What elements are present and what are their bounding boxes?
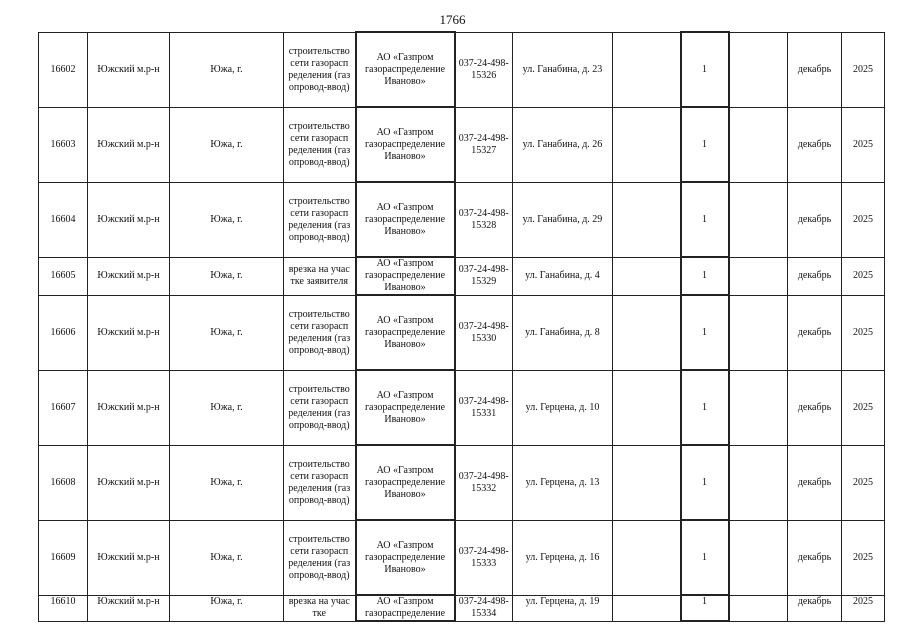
month-cell: декабрь — [788, 295, 842, 370]
work-type-cell: строительство сети газораспределения (газопровод-ввод) — [284, 32, 356, 107]
work-type-cell: строительство сети газораспределения (газопровод-ввод) — [284, 370, 356, 445]
year-cell: 2025 — [842, 370, 885, 445]
address-cell: ул. Герцена, д. 10 — [513, 370, 613, 445]
empty-cell — [613, 182, 681, 257]
table-row — [39, 445, 885, 520]
month-cell: декабрь — [788, 32, 842, 107]
district-cell: Южский м.р-н — [88, 257, 170, 295]
district-cell: Южский м.р-н — [88, 32, 170, 107]
month-cell: декабрь — [788, 182, 842, 257]
page-number: 1766 — [439, 12, 466, 27]
empty-cell — [613, 520, 681, 595]
work-type-cell: строительство сети газораспределения (газопровод-ввод) — [284, 182, 356, 257]
application-code-cell: 037-24-498-15333 — [455, 520, 513, 595]
work-type-cell: строительство сети газораспределения (газопровод-ввод) — [284, 445, 356, 520]
city-cell: Южа, г. — [170, 370, 284, 445]
empty-cell — [729, 445, 788, 520]
work-type-cell: строительство сети газораспределения (газопровод-ввод) — [284, 107, 356, 182]
organization-cell: АО «Газпром газораспределение Иваново» — [356, 107, 455, 182]
quantity-cell: 1 — [681, 295, 729, 370]
gas-connection-table — [38, 31, 885, 622]
quantity-cell: 1 — [681, 370, 729, 445]
month-cell: декабрь — [788, 445, 842, 520]
row-number-cell: 16609 — [39, 520, 88, 595]
application-code-cell: 037-24-498-15327 — [455, 107, 513, 182]
address-cell: ул. Герцена, д. 16 — [513, 520, 613, 595]
empty-cell — [613, 595, 681, 621]
application-code-cell: 037-24-498-15330 — [455, 295, 513, 370]
month-cell: декабрь — [788, 107, 842, 182]
empty-cell — [729, 595, 788, 621]
empty-cell — [613, 32, 681, 107]
year-cell: 2025 — [842, 445, 885, 520]
application-code-cell: 037-24-498-15326 — [455, 32, 513, 107]
row-number-cell: 16603 — [39, 107, 88, 182]
empty-cell — [729, 520, 788, 595]
city-cell: Южа, г. — [170, 257, 284, 295]
year-cell: 2025 — [842, 295, 885, 370]
quantity-cell: 1 — [681, 182, 729, 257]
organization-cell: АО «Газпром газораспределение Иваново» — [356, 257, 455, 295]
table-row — [39, 520, 885, 595]
row-number-cell: 16608 — [39, 445, 88, 520]
application-code-cell: 037-24-498-15329 — [455, 257, 513, 295]
empty-cell — [729, 370, 788, 445]
quantity-cell: 1 — [681, 257, 729, 295]
organization-cell: АО «Газпром газораспределение Иваново» — [356, 32, 455, 107]
table-row — [39, 595, 885, 621]
city-cell: Южа, г. — [170, 32, 284, 107]
month-cell: декабрь — [788, 595, 842, 621]
month-cell: декабрь — [788, 520, 842, 595]
year-cell: 2025 — [842, 182, 885, 257]
city-cell: Южа, г. — [170, 595, 284, 621]
row-number-cell: 16604 — [39, 182, 88, 257]
quantity-cell: 1 — [681, 595, 729, 621]
district-cell: Южский м.р-н — [88, 445, 170, 520]
table-row — [39, 107, 885, 182]
organization-cell: АО «Газпром газораспределение Иваново» — [356, 370, 455, 445]
organization-cell: АО «Газпром газораспределение — [356, 595, 455, 621]
work-type-cell: строительство сети газораспределения (газопровод-ввод) — [284, 295, 356, 370]
empty-cell — [729, 32, 788, 107]
address-cell: ул. Герцена, д. 19 — [513, 595, 613, 621]
district-cell: Южский м.р-н — [88, 520, 170, 595]
row-number-cell: 16605 — [39, 257, 88, 295]
empty-cell — [729, 182, 788, 257]
organization-cell: АО «Газпром газораспределение Иваново» — [356, 445, 455, 520]
table-row — [39, 370, 885, 445]
quantity-cell: 1 — [681, 32, 729, 107]
address-cell: ул. Ганабина, д. 4 — [513, 257, 613, 295]
quantity-cell: 1 — [681, 107, 729, 182]
table-row — [39, 32, 885, 107]
table-row — [39, 257, 885, 295]
city-cell: Южа, г. — [170, 182, 284, 257]
city-cell: Южа, г. — [170, 107, 284, 182]
row-number-cell: 16602 — [39, 32, 88, 107]
year-cell: 2025 — [842, 32, 885, 107]
empty-cell — [613, 370, 681, 445]
application-code-cell: 037-24-498-15328 — [455, 182, 513, 257]
address-cell: ул. Герцена, д. 13 — [513, 445, 613, 520]
empty-cell — [613, 107, 681, 182]
month-cell: декабрь — [788, 370, 842, 445]
row-number-cell: 16610 — [39, 595, 88, 621]
row-number-cell: 16606 — [39, 295, 88, 370]
empty-cell — [613, 295, 681, 370]
application-code-cell: 037-24-498-15334 — [455, 595, 513, 621]
table-row — [39, 295, 885, 370]
district-cell: Южский м.р-н — [88, 107, 170, 182]
district-cell: Южский м.р-н — [88, 182, 170, 257]
empty-cell — [729, 257, 788, 295]
address-cell: ул. Ганабина, д. 29 — [513, 182, 613, 257]
work-type-cell: врезка на участке заявителя — [284, 257, 356, 295]
quantity-cell: 1 — [681, 520, 729, 595]
empty-cell — [613, 257, 681, 295]
organization-cell: АО «Газпром газораспределение Иваново» — [356, 295, 455, 370]
city-cell: Южа, г. — [170, 520, 284, 595]
year-cell: 2025 — [842, 257, 885, 295]
city-cell: Южа, г. — [170, 445, 284, 520]
year-cell: 2025 — [842, 107, 885, 182]
district-cell: Южский м.р-н — [88, 370, 170, 445]
address-cell: ул. Ганабина, д. 23 — [513, 32, 613, 107]
address-cell: ул. Ганабина, д. 26 — [513, 107, 613, 182]
quantity-cell: 1 — [681, 445, 729, 520]
application-code-cell: 037-24-498-15332 — [455, 445, 513, 520]
table-row — [39, 182, 885, 257]
organization-cell: АО «Газпром газораспределение Иваново» — [356, 520, 455, 595]
row-number-cell: 16607 — [39, 370, 88, 445]
year-cell: 2025 — [842, 595, 885, 621]
district-cell: Южский м.р-н — [88, 295, 170, 370]
application-code-cell: 037-24-498-15331 — [455, 370, 513, 445]
address-cell: ул. Ганабина, д. 8 — [513, 295, 613, 370]
month-cell: декабрь — [788, 257, 842, 295]
year-cell: 2025 — [842, 520, 885, 595]
work-type-cell: врезка на участке — [284, 595, 356, 621]
organization-cell: АО «Газпром газораспределение Иваново» — [356, 182, 455, 257]
empty-cell — [613, 445, 681, 520]
empty-cell — [729, 107, 788, 182]
district-cell: Южский м.р-н — [88, 595, 170, 621]
empty-cell — [729, 295, 788, 370]
city-cell: Южа, г. — [170, 295, 284, 370]
work-type-cell: строительство сети газораспределения (газопровод-ввод) — [284, 520, 356, 595]
